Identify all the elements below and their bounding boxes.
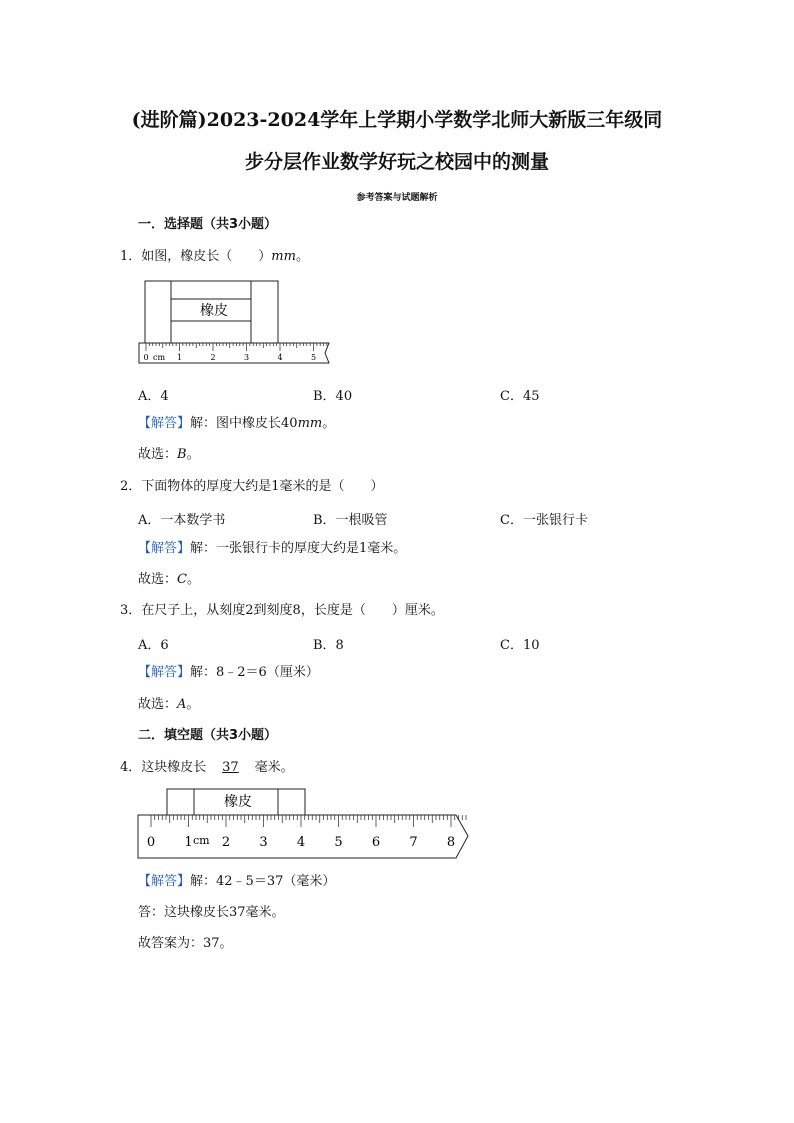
q4-ruler-tick-label: 0 <box>146 835 156 850</box>
q2-choice <box>138 571 200 589</box>
q3-choice-end: 。 <box>186 697 200 712</box>
q2-option-a: A．一本数学书 <box>138 513 226 528</box>
q2-option-b: B．一根吸管 <box>313 513 388 528</box>
doc-title-line1: (进阶篇)2023-2024学年上学期小学数学北师大新版三年级同 <box>131 109 663 131</box>
q3-stem: 3．在尺子上，从刻度2到刻度8，长度是（ ）厘米。 <box>120 603 444 618</box>
q4-stem-end: 毫米。 <box>254 760 294 775</box>
q1-stem-text: 1．如图，橡皮长（ ） <box>120 249 272 264</box>
q4-ruler-tick-label: 7 <box>409 835 418 850</box>
q4-final-answer: 故答案为：37。 <box>138 936 233 951</box>
q4-eraser-label: 橡皮 <box>224 794 252 810</box>
q4-ruler-tick-label: 5 <box>334 835 343 850</box>
q1-choice-text: 故选： <box>138 447 178 462</box>
q1-ruler-figure <box>136 280 336 370</box>
q4-ruler-tick-label: 8 <box>446 835 456 850</box>
q1-ruler <box>139 343 329 363</box>
q4-ruler-tick-label: 3 <box>259 835 268 850</box>
q1-answer-end: 。 <box>322 416 336 431</box>
q4-ruler-tick-label: 4 <box>296 835 306 850</box>
q1-eraser-label: 橡皮 <box>200 303 228 319</box>
q1-choice-end: 。 <box>186 447 200 462</box>
q1-option-a: A．4 <box>138 389 169 404</box>
q1-choice <box>138 446 200 464</box>
q4-ruler-unit: cm <box>193 834 210 847</box>
q1-ruler-tick-label: 0 <box>143 353 149 362</box>
q3-option-a: A．6 <box>138 638 169 653</box>
q2-choice-text: 故选： <box>138 572 178 587</box>
q4-answer-text: 解：42﹣5＝37（毫米） <box>190 874 336 889</box>
q4-ruler-tick-label: 1 <box>184 835 193 850</box>
q3-option-b: B．8 <box>313 638 344 653</box>
q3-answer-text: 解：8﹣2＝6（厘米） <box>190 665 319 680</box>
doc-title-line2: 步分层作业数学好玩之校园中的测量 <box>244 151 549 173</box>
q2-stem: 2．下面物体的厚度大约是1毫米的是（ ） <box>120 479 384 494</box>
q1-ruler-tick-label: 1 <box>176 353 183 362</box>
q4-stem <box>120 759 294 777</box>
q3-option-c: C．10 <box>500 638 540 653</box>
q1-ruler-tick-label: 3 <box>243 353 250 362</box>
q4-stem-text: 4．这块橡皮长 <box>120 760 207 775</box>
q3-answer <box>138 664 319 682</box>
q4-answer-sentence: 答：这块橡皮长37毫米。 <box>138 905 285 920</box>
q1-stem-unit: mm <box>271 249 296 264</box>
q1-answer-unit: mm <box>297 416 323 431</box>
q2-choice-end: 。 <box>186 572 200 587</box>
q4-answer-blank: 37 <box>222 760 239 775</box>
q3-choice-letter: A <box>177 697 187 712</box>
q3-answer-tag: 【解答】 <box>138 665 191 680</box>
q2-option-c: C．一张银行卡 <box>500 513 588 528</box>
q1-option-c: C．45 <box>500 389 540 404</box>
doc-subtitle: 参考答案与试题解析 <box>356 193 438 203</box>
q4-answer <box>138 873 335 891</box>
q1-stem-end: 。 <box>295 249 309 264</box>
q1-ruler-tick-label: 5 <box>310 353 317 362</box>
q1-stem <box>120 248 309 266</box>
q1-ruler-tick-label: 2 <box>210 353 216 362</box>
q2-answer <box>138 540 406 558</box>
q1-choice-letter: B <box>177 447 187 462</box>
q4-ruler-figure <box>136 786 476 866</box>
q1-answer-tag: 【解答】 <box>138 416 191 431</box>
q1-ruler-unit: cm <box>153 353 166 362</box>
section-heading-fill: 二．填空题（共3小题） <box>138 728 278 743</box>
q4-ruler-tick-label: 2 <box>221 835 231 850</box>
q1-ruler-tick-label: 4 <box>277 353 283 362</box>
q1-answer <box>138 415 335 433</box>
q2-choice-letter: C <box>177 572 187 587</box>
q4-ruler-tick-label: 6 <box>371 835 381 850</box>
q2-answer-tag: 【解答】 <box>138 541 191 556</box>
q1-answer-text: 解：图中橡皮长40 <box>190 416 298 431</box>
section-heading-choice: 一．选择题（共3小题） <box>138 217 278 232</box>
q3-choice <box>138 696 199 714</box>
q3-choice-text: 故选： <box>138 697 178 712</box>
q4-answer-tag: 【解答】 <box>138 874 191 889</box>
q1-option-b: B．40 <box>313 389 353 404</box>
q2-answer-text: 解：一张银行卡的厚度大约是1毫米。 <box>190 541 407 556</box>
